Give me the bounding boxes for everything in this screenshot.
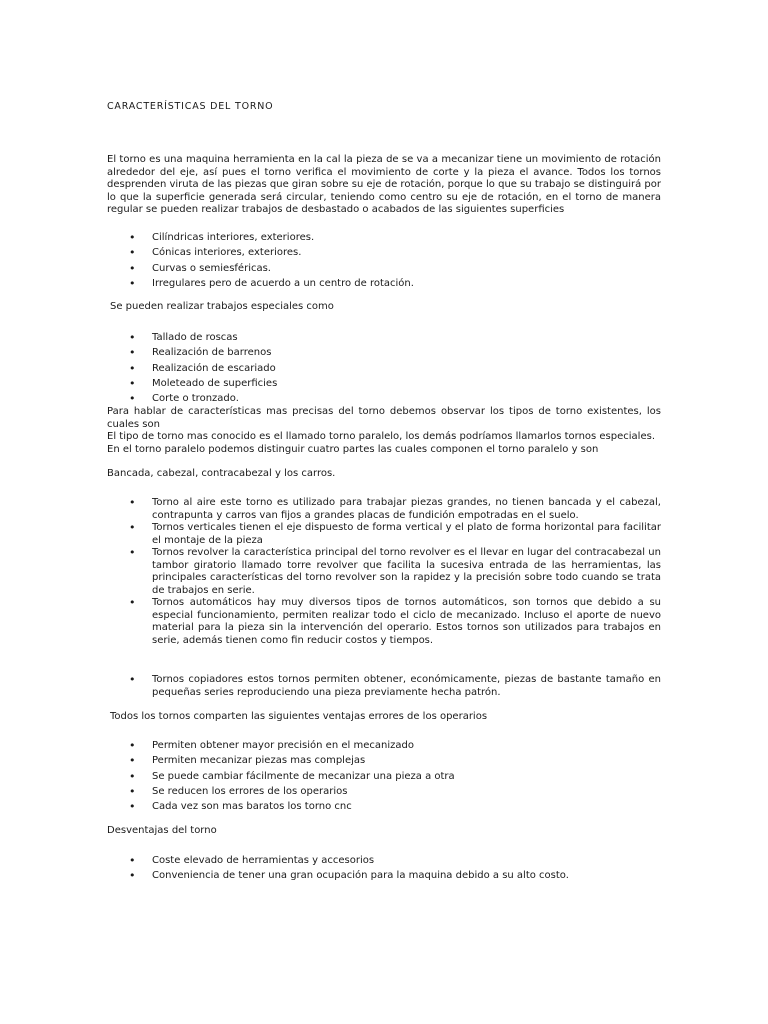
list-item: • Tornos verticales tienen el eje dispuesto de forma vertical y el plato de forma horizontal para facilitar el montaje de la pieza: [107, 522, 661, 547]
list-item: • Tallado de roscas: [107, 332, 661, 347]
disadvantages-list: [107, 855, 661, 886]
advantages-intro: Todos los tornos comparten las siguientes ventajas errores de los operarios: [110, 711, 488, 722]
list-item: • Cónicas interiores, exteriores.: [107, 247, 661, 262]
parts-line: Bancada, cabezal, contracabezal y los carros.: [107, 468, 336, 479]
list-item: • Realización de barrenos: [107, 347, 661, 362]
paragraph-lathe-types: Para hablar de características mas precisas del torno debemos observar los tipos de torno existentes, los cuales son: [107, 406, 661, 430]
special-intro: Se pueden realizar trabajos especiales como: [110, 301, 334, 312]
disadvantages-heading: Desventajas del torno: [107, 825, 217, 836]
list-item: • Tornos copiadores estos tornos permiten obtener, económicamente, piezas de bastante tamaño en pequeñas series reproduciendo una pieza previamente hecha patrón.: [107, 674, 661, 699]
list-item: • Permiten mecanizar piezas mas complejas: [107, 755, 661, 770]
list-item: • Coste elevado de herramientas y accesorios: [107, 855, 661, 870]
list-item: • Irregulares pero de acuerdo a un centro de rotación.: [107, 278, 661, 293]
lathe-types-list: [107, 497, 661, 647]
special-works-list: [107, 332, 661, 408]
advantages-list: [107, 740, 661, 816]
list-item: • Se reducen los errores de los operarios: [107, 786, 661, 801]
list-item: • Tornos automáticos hay muy diversos tipos de tornos automáticos, son tornos que debido a su especial funcionamiento, permiten realizar todo el ciclo de mecanizado. Incluso el aporte de nuevo material para la pieza sin la intervención del operario. Estos tornos son utilizados para trabajos en serie, además tienen como fin reducir costos y tiempos.: [107, 597, 661, 647]
list-item: • Tornos revolver la característica principal del torno revolver es el llevar en lugar del contracabezal un tambor giratorio llamado torre revolver que facilita la sucesiva entrada de las herramientas, las principales características del torno revolver son la rapidez y la precisión sobre todo cuando se trata de trabajos en serie.: [107, 547, 661, 597]
list-item: • Se puede cambiar fácilmente de mecanizar una pieza a otra: [107, 771, 661, 786]
list-item: • Moleteado de superficies: [107, 378, 661, 393]
list-item: • Cada vez son mas baratos los torno cnc: [107, 801, 661, 816]
list-item: • Permiten obtener mayor precisión en el mecanizado: [107, 740, 661, 755]
intro-paragraph: El torno es una maquina herramienta en la cal la pieza de se va a mecanizar tiene un movimiento de rotación alrededor del eje, así pues el torno verifica el movimiento de corte y la pieza el avance. Todos los tornos desprenden viruta de las piezas que giran sobre su eje de rotación, porque lo que su trabajo se distinguirá por lo que la superficie generada será circular, teniendo como centro su eje de rotación, en el torno de manera regular se pueden realizar trabajos de desbastado o acabados de las siguientes superficies: [107, 154, 661, 215]
list-item: • Realización de escariado: [107, 363, 661, 378]
copier-lathe-list: [107, 674, 661, 699]
list-item: • Corte o tronzado.: [107, 393, 661, 408]
list-item: • Curvas o semiesféricas.: [107, 263, 661, 278]
surfaces-list: [107, 232, 661, 293]
list-item: • Conveniencia de tener una gran ocupación para la maquina debido a su alto costo.: [107, 870, 661, 885]
list-item: • Torno al aire este torno es utilizado para trabajar piezas grandes, no tienen bancada y el cabezal, contrapunta y carros van fijos a grandes placas de fundición empotradas en el suelo.: [107, 497, 661, 522]
document-title: CARACTERÍSTICAS DEL TORNO: [107, 101, 274, 112]
list-item: • Cilíndricas interiores, exteriores.: [107, 232, 661, 247]
paragraph-parallel-parts: En el torno paralelo podemos distinguir cuatro partes las cuales componen el torno paralelo y son: [107, 444, 599, 455]
paragraph-parallel-lathe: El tipo de torno mas conocido es el llamado torno paralelo, los demás podríamos llamarlos tornos especiales.: [107, 431, 655, 442]
